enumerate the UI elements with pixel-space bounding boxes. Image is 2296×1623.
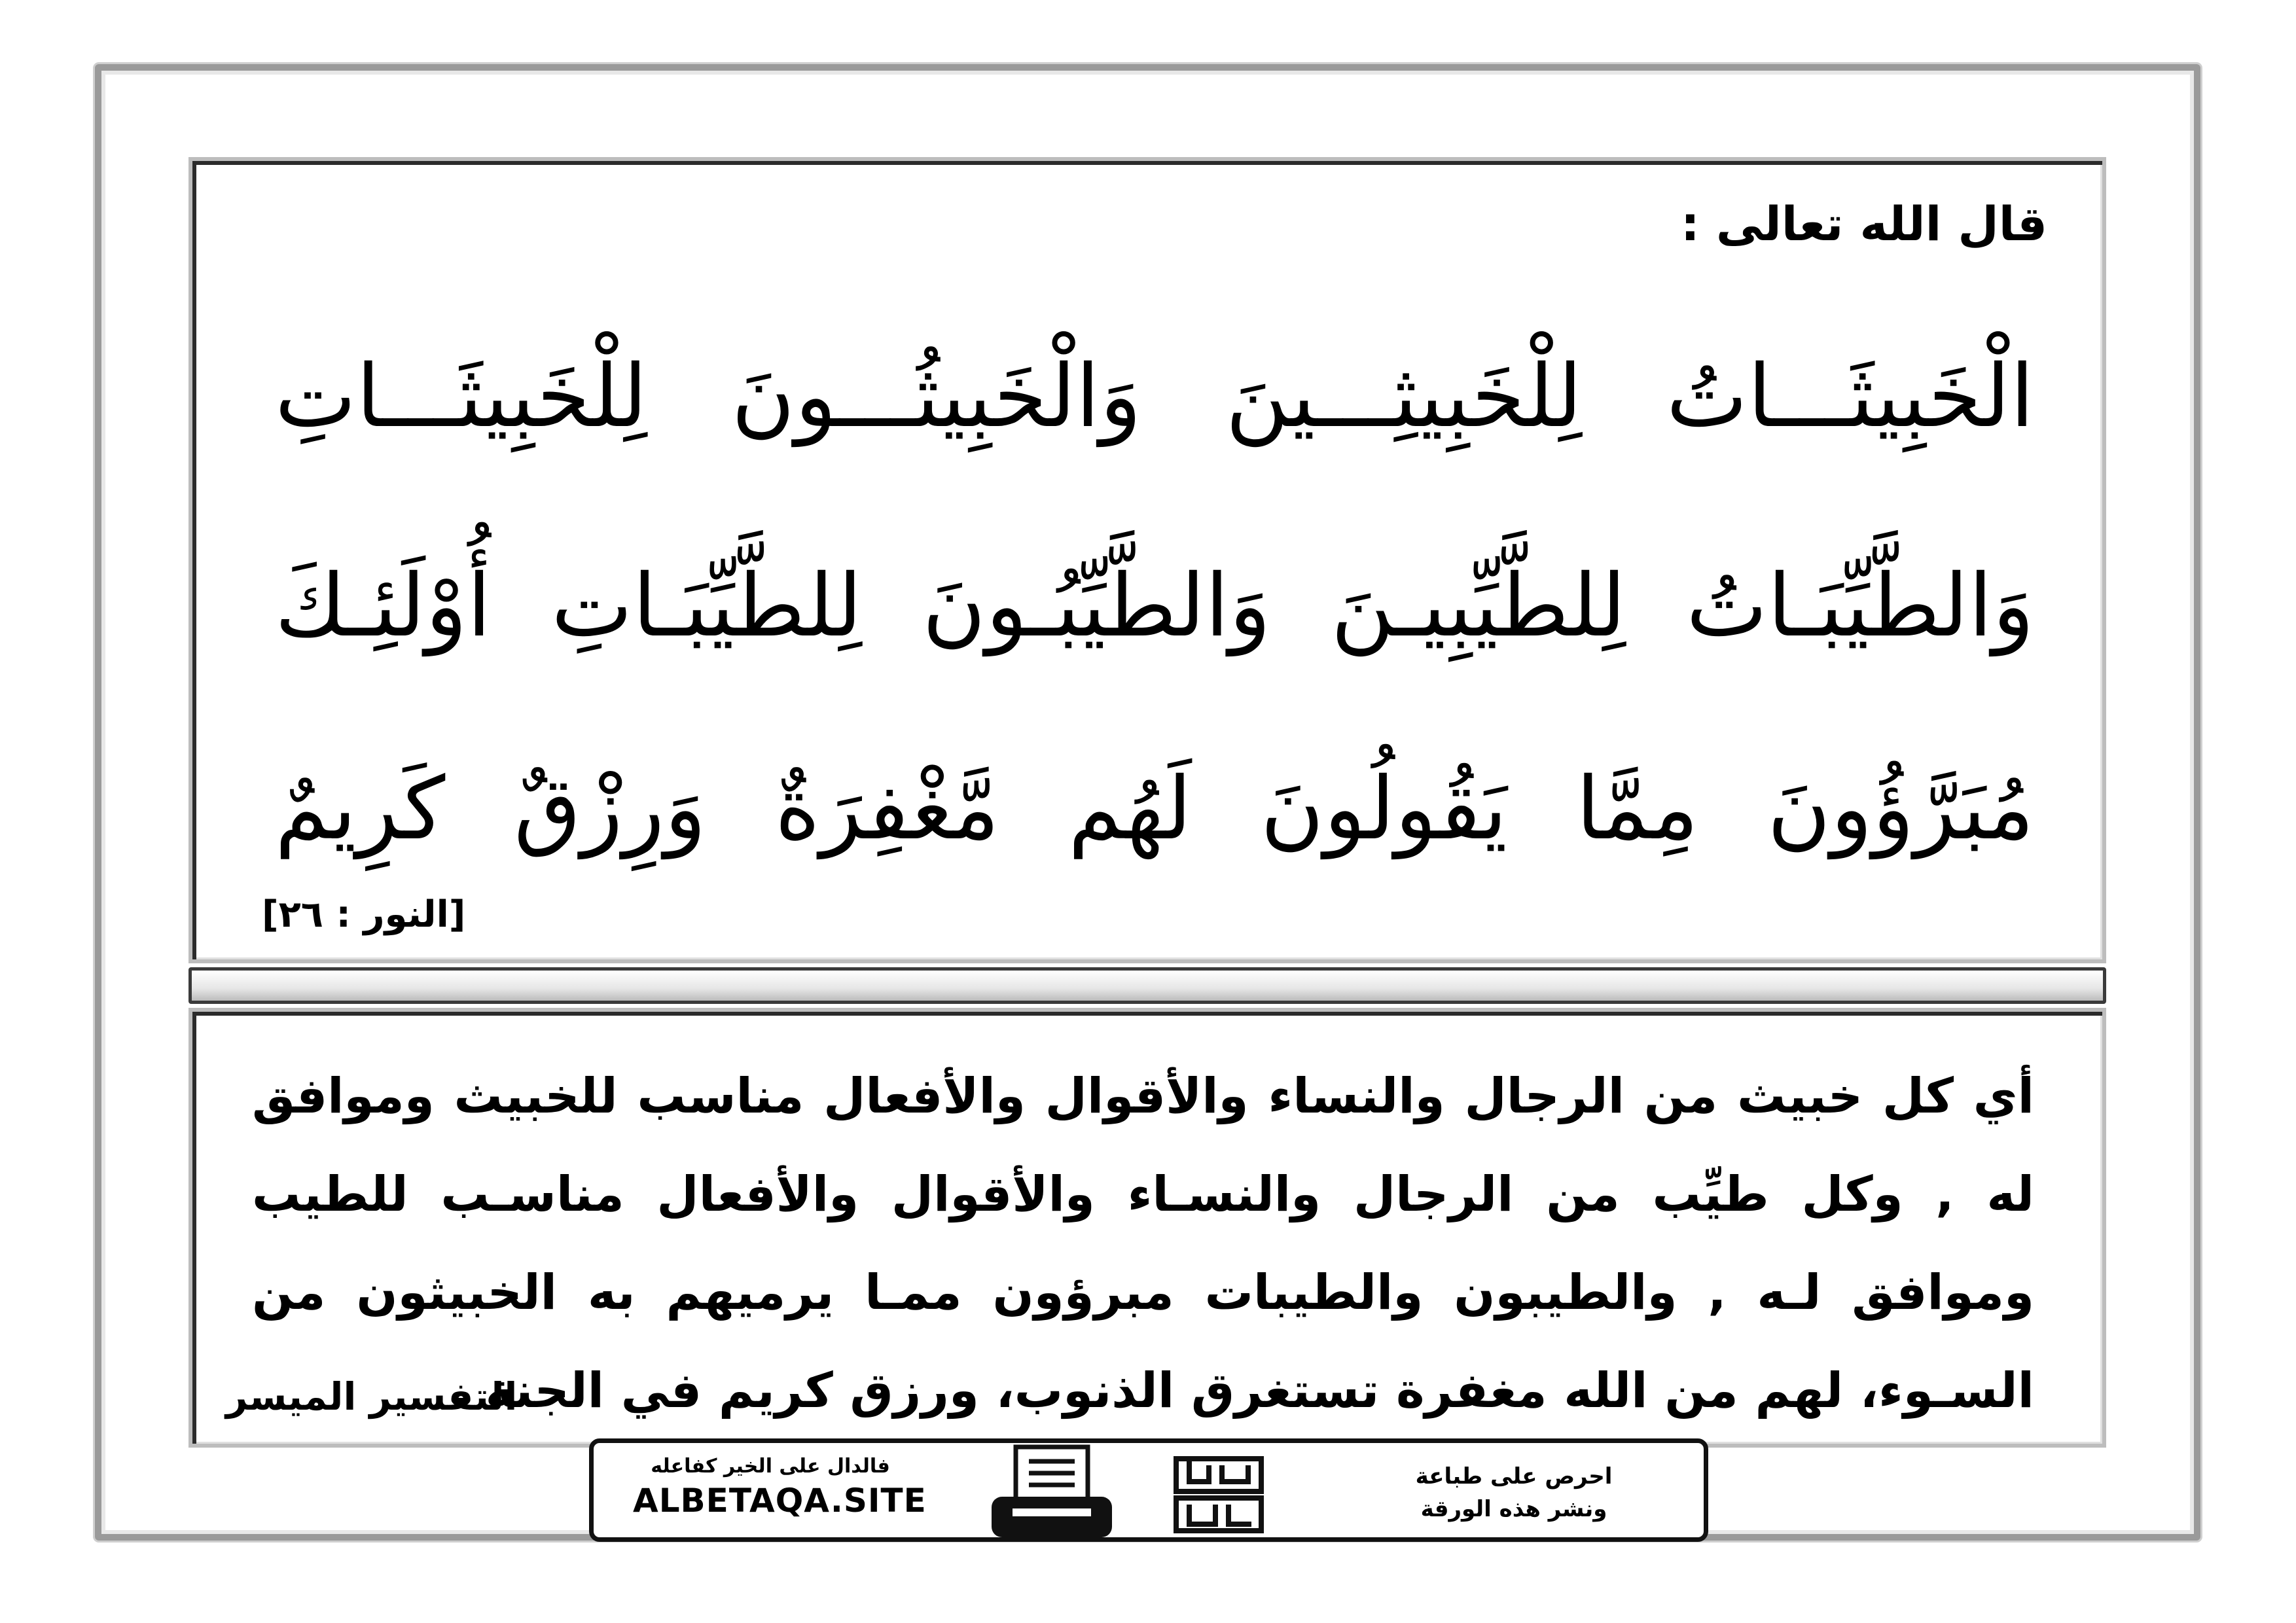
printer-icon bbox=[986, 1444, 1117, 1543]
footer-urge bbox=[1376, 1460, 1651, 1525]
tafsir-text: أي كل خبيث من الرجال والنساء والأقوال والأفعال مناسب للخبيث وموافق له , وكل طيِّب من الرجال والنسـاء والأقوال والأفعال مناسـب للطيب وموافق لـه , والطيبون والطيبات مبرؤون ممـا يرميهم به الخبيثون من السـوء، لهم من الله مغفرة تستغرق الذنوب، ورزق كريم في الجنة . bbox=[252, 1068, 2034, 1419]
urge-line-1: احرص على طباعة bbox=[1415, 1463, 1613, 1489]
urge-line-2: ونشر هذه الورقة bbox=[1420, 1496, 1607, 1522]
verse-line-1: الْخَبِيثَـــاتُ لِلْخَبِيثِـــينَ وَالْخَبِيثُـــونَ لِلْخَبِيثَـــاتِ bbox=[275, 346, 2034, 447]
tafsir-source: التفسير الميسر bbox=[226, 1374, 518, 1419]
verse-line-3: مُبَرَّؤُونَ مِمَّا يَقُولُونَ لَهُم مَّغْفِرَةٌ وَرِزْقٌ كَرِيمٌ bbox=[275, 758, 2034, 859]
footer-url-block bbox=[633, 1455, 927, 1520]
verse-intro: قال الله تعالى : bbox=[1680, 196, 2047, 251]
verse-reference: [النور : ٢٦] bbox=[262, 893, 466, 936]
footer-tagline: فالدال على الخير كفاعله bbox=[651, 1455, 890, 1478]
calligraphy-logo bbox=[1170, 1452, 1268, 1537]
site-url-link[interactable]: ALBETAQA.SITE bbox=[633, 1482, 927, 1520]
verse-line-2: وَالطَّيِّبَـاتُ لِلطَّيِّبِيـنَ وَالطَّيِّبُـونَ لِلطَّيِّبَـاتِ أُوْلَئِـكَ bbox=[275, 556, 2034, 656]
footer-banner bbox=[589, 1438, 1708, 1542]
section-divider bbox=[188, 967, 2106, 1004]
